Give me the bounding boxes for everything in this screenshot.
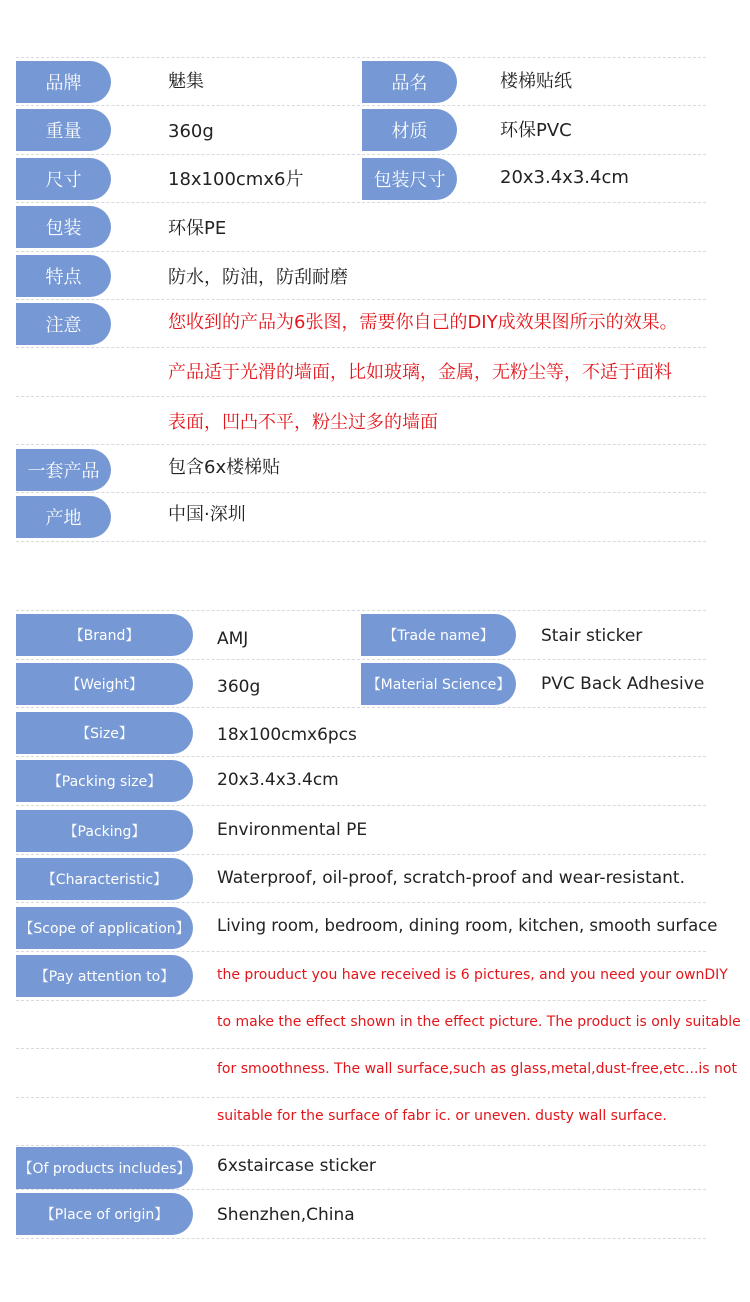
divider — [16, 1238, 706, 1239]
packing-value: Environmental PE — [217, 820, 368, 840]
size-value: 18x100cmx6pcs — [217, 725, 357, 745]
size-label: 尺寸 — [16, 158, 111, 200]
divider — [16, 299, 706, 300]
attention-line: to make the effect shown in the effect picture. The product is only suitable — [217, 1014, 741, 1030]
size-label: 【Size】 — [16, 712, 193, 754]
divider — [16, 1145, 706, 1146]
divider — [16, 902, 706, 903]
divider — [16, 707, 706, 708]
size-value: 18x100cmx6片 — [168, 169, 304, 190]
divider — [16, 444, 706, 445]
divider — [16, 854, 706, 855]
characteristic-label: 【Characteristic】 — [16, 858, 193, 900]
divider — [16, 541, 706, 542]
packing-value: 环保PE — [168, 218, 227, 239]
pack-size-label: 包装尺寸 — [362, 158, 457, 200]
feature-value: 防水，防油，防刮耐磨 — [168, 267, 348, 288]
divider — [16, 154, 706, 155]
feature-label: 特点 — [16, 255, 111, 297]
set-value: 包含6x楼梯贴 — [168, 457, 281, 478]
divider — [16, 251, 706, 252]
material-value: PVC Back Adhesive — [541, 674, 705, 694]
material-label: 【Material Science】 — [361, 663, 516, 705]
attention-line: for smoothness. The wall surface,such as glass,metal,dust-free,etc...is not — [217, 1061, 737, 1077]
attention-line: suitable for the surface of fabr ic. or uneven. dusty wall surface. — [217, 1108, 667, 1124]
brand-value: 魅集 — [168, 71, 204, 92]
includes-label: 【Of products includes】 — [16, 1147, 193, 1189]
origin-label: 产地 — [16, 496, 111, 538]
weight-value: 360g — [217, 677, 261, 697]
packing-size-value: 20x3.4x3.4cm — [217, 770, 339, 790]
divider — [16, 659, 706, 660]
origin-label: 【Place of origin】 — [16, 1193, 193, 1235]
trade-name-label: 【Trade name】 — [361, 614, 516, 656]
material-value: 环保PVC — [500, 120, 572, 141]
divider — [16, 1189, 706, 1190]
includes-value: 6xstaircase sticker — [217, 1156, 376, 1176]
attention-label: 【Pay attention to】 — [16, 955, 193, 997]
packing-label: 包装 — [16, 206, 111, 248]
divider — [16, 105, 706, 106]
weight-value: 360g — [168, 121, 214, 142]
scope-value: Living room, bedroom, dining room, kitchen, smooth surface — [217, 916, 718, 935]
divider — [16, 202, 706, 203]
brand-label: 品牌 — [16, 61, 111, 103]
weight-label: 重量 — [16, 109, 111, 151]
divider — [16, 1097, 706, 1098]
origin-value: Shenzhen,China — [217, 1205, 355, 1225]
divider — [16, 951, 706, 952]
divider — [16, 57, 706, 58]
pack-size-value: 20x3.4x3.4cm — [500, 167, 629, 188]
note-line: 产品适于光滑的墙面，比如玻璃，金属，无粉尘等，不适于面料 — [168, 362, 672, 383]
brand-label: 【Brand】 — [16, 614, 193, 656]
divider — [16, 492, 706, 493]
weight-label: 【Weight】 — [16, 663, 193, 705]
scope-label: 【Scope of application】 — [16, 907, 193, 949]
set-label: 一套产品 — [16, 449, 111, 491]
attention-line: the prouduct you have received is 6 pictures, and you need your ownDIY — [217, 967, 728, 983]
divider — [16, 805, 706, 806]
divider — [16, 1000, 706, 1001]
divider — [16, 396, 706, 397]
note-line: 表面，凹凸不平，粉尘过多的墙面 — [168, 412, 438, 433]
note-line: 您收到的产品为6张图，需要你自己的DIY成效果图所示的效果。 — [168, 312, 678, 333]
divider — [16, 756, 706, 757]
product-name-value: 楼梯贴纸 — [500, 71, 572, 92]
characteristic-value: Waterproof, oil-proof, scratch-proof and wear-resistant. — [217, 868, 686, 888]
material-label: 材质 — [362, 109, 457, 151]
trade-name-value: Stair sticker — [541, 626, 643, 646]
note-label: 注意 — [16, 303, 111, 345]
packing-size-label: 【Packing size】 — [16, 760, 193, 802]
origin-value: 中国·深圳 — [168, 504, 246, 525]
product-name-label: 品名 — [362, 61, 457, 103]
divider — [16, 610, 706, 611]
brand-value: AMJ — [217, 629, 249, 649]
divider — [16, 1048, 706, 1049]
packing-label: 【Packing】 — [16, 810, 193, 852]
divider — [16, 347, 706, 348]
